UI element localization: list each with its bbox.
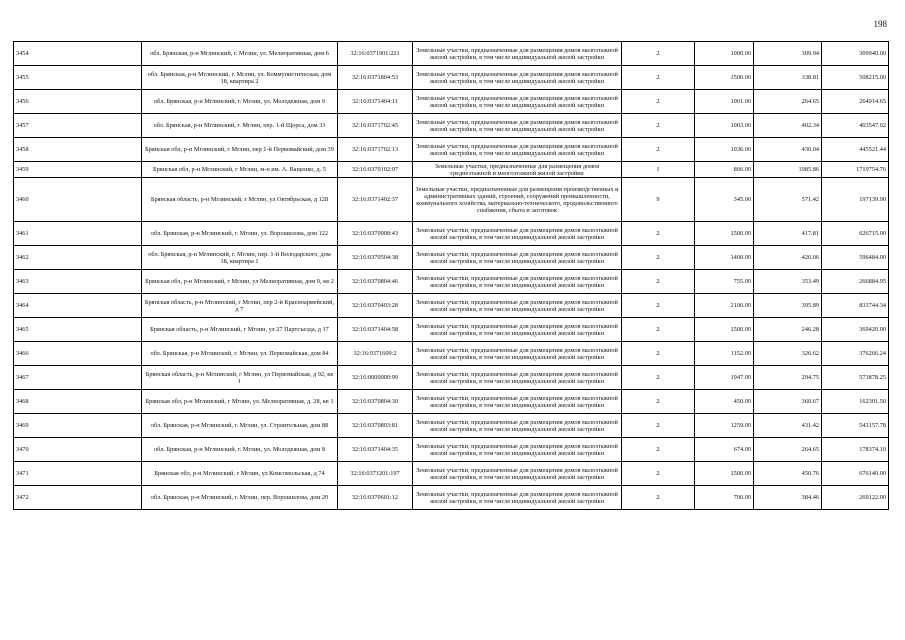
group-number-cell: 2 [622,222,695,246]
area-cell: 1500.00 [695,66,754,90]
group-number-cell: 2 [622,318,695,342]
cadastral-value-cell: 676140.00 [822,462,889,486]
address-cell: обл. Брянская, р-н Мглинский, г. Мглин, ул. Молодежная, дом 9 [142,90,338,114]
table-row [14,414,889,438]
cadastral-value-cell: 1719754.76 [822,162,889,178]
cadastral-value-cell: 596484.00 [822,246,889,270]
area-cell: 345.00 [695,178,754,222]
specific-value-cell: 294.75 [754,366,822,390]
land-category-cell: Земельные участки, предназначенные для размещения домов малоэтажной жилой застройки, в том числе индивидуальной жилой застройки [413,438,622,462]
group-number-cell: 2 [622,342,695,366]
land-category-cell: Земельные участки, предназначенные для размещения домов малоэтажной жилой застройки, в том числе индивидуальной жилой застройки [413,294,622,318]
address-cell: Брянская область, р-н Мглинский, г Мглин, ул Первомайская, д 92, кв 1 [142,366,338,390]
land-category-cell: Земельные участки, предназначенные для размещения домов малоэтажной жилой застройки, в том числе индивидуальной жилой застройки [413,390,622,414]
row-number-cell: 3466 [14,342,142,366]
area-cell: 700.00 [695,486,754,510]
specific-value-cell: 571.42 [754,178,822,222]
specific-value-cell: 246.28 [754,318,822,342]
group-number-cell: 2 [622,390,695,414]
land-category-cell: Земельные участки, предназначенные для размещения домов малоэтажной жилой застройки, в том числе индивидуальной жилой застройки [413,42,622,66]
address-cell: Брянская обл, р-н Мглинский, г Мглин, м-н им. А. Ващенко, д. 5 [142,162,338,178]
specific-value-cell: 309.94 [754,42,822,66]
table-body [14,42,889,510]
table-row [14,178,889,222]
table-row [14,66,889,90]
land-category-cell: Земельные участки, предназначенные для размещения домов малоэтажной жилой застройки, в том числе индивидуальной жилой застройки [413,222,622,246]
row-number-cell: 3454 [14,42,142,66]
row-number-cell: 3472 [14,486,142,510]
row-number-cell: 3467 [14,366,142,390]
land-category-cell: Земельные участки, предназначенные для размещения домов среднеэтажной и многоэтажной жилой застройки [413,162,622,178]
group-number-cell: 2 [622,90,695,114]
row-number-cell: 3461 [14,222,142,246]
cadastral-number-cell: 32:16:0371702:45 [338,114,413,138]
table-row [14,462,889,486]
table-row [14,438,889,462]
address-cell: Брянская обл, р-н Мглинский, г Мглин, ул Комсомольская, д 74 [142,462,338,486]
land-category-cell: Земельные участки, предназначенные для размещения домов малоэтажной жилой застройки, в том числе индивидуальной жилой застройки [413,366,622,390]
page-number: 198 [873,19,887,29]
group-number-cell: 2 [622,414,695,438]
cadastral-value-cell: 266884.95 [822,270,889,294]
address-cell: Брянская обл, р-н Мглинский, г Мглин, пер 1-й Первомайский, дом 39 [142,138,338,162]
specific-value-cell: 430.04 [754,138,822,162]
row-number-cell: 3457 [14,114,142,138]
group-number-cell: 2 [622,66,695,90]
group-number-cell: 2 [622,42,695,66]
address-cell: Брянская обл, р-н Мглинский, г Мглин, ул Мелиоративная, дом 9, кв 2 [142,270,338,294]
specific-value-cell: 402.34 [754,114,822,138]
land-category-cell: Земельные участки, предназначенные для размещения домов малоэтажной жилой застройки, в том числе индивидуальной жилой застройки [413,462,622,486]
cadastral-value-cell: 197139.90 [822,178,889,222]
table-row [14,486,889,510]
specific-value-cell: 384.46 [754,486,822,510]
address-cell: Брянская область, р-н Мглинский, г Мглин, ул 27 Партсъезда, д 17 [142,318,338,342]
table-row [14,318,889,342]
area-cell: 674.00 [695,438,754,462]
address-cell: обл. Брянская, р-н Мглинский, г. Мглин, пер. Ворошилова, дом 20 [142,486,338,510]
cadastral-value-cell: 369420.00 [822,318,889,342]
address-cell: Брянская обл, р-н Мглинский, г Мглин, ул. Мелиоративная, д. 28, кв 1 [142,390,338,414]
cadastral-number-cell: 32:16:0371702:13 [338,138,413,162]
cadastral-value-cell: 162301.50 [822,390,889,414]
land-category-cell: Земельные участки, предназначенные для размещения домов малоэтажной жилой застройки, в том числе индивидуальной жилой застройки [413,270,622,294]
group-number-cell: 2 [622,138,695,162]
cadastral-number-cell: 32:16:0371609:2 [338,342,413,366]
cadastral-number-cell: 32:16:0370804:46 [338,270,413,294]
row-number-cell: 3455 [14,66,142,90]
cadastral-number-cell: 32:16:0370804:30 [338,390,413,414]
land-category-cell: Земельные участки, предназначенные для размещения домов малоэтажной жилой застройки, в том числе индивидуальной жилой застройки [413,90,622,114]
cadastral-number-cell: 32:16:0370403:28 [338,294,413,318]
group-number-cell: 2 [622,246,695,270]
cadastral-number-cell: 32:16:0370803:81 [338,414,413,438]
group-number-cell: 1 [622,162,695,178]
cadastral-value-table [13,41,889,510]
cadastral-value-cell: 264914.65 [822,90,889,114]
row-number-cell: 3470 [14,438,142,462]
table-row [14,114,889,138]
specific-value-cell: 395.89 [754,294,822,318]
address-cell: обл. Брянская, р-н Мглинский, г. Мглин, ул. Коммунистическая, дом 18, квартира 2 [142,66,338,90]
table-row [14,162,889,178]
specific-value-cell: 326.62 [754,342,822,366]
row-number-cell: 3471 [14,462,142,486]
table-row [14,294,889,318]
cadastral-number-cell: 32:16:0371901:221 [338,42,413,66]
address-cell: обл. Брянская, р-н Мглинский, г. Мглин, ул. Молодежная, дом 8 [142,438,338,462]
row-number-cell: 3462 [14,246,142,270]
group-number-cell: 2 [622,462,695,486]
cadastral-value-cell: 543157.78 [822,414,889,438]
specific-value-cell: 431.42 [754,414,822,438]
table-row [14,246,889,270]
table-row [14,138,889,162]
specific-value-cell: 338.81 [754,66,822,90]
group-number-cell: 2 [622,270,695,294]
row-number-cell: 3456 [14,90,142,114]
group-number-cell: 2 [622,486,695,510]
specific-value-cell: 264.65 [754,90,822,114]
area-cell: 866.00 [695,162,754,178]
cadastral-value-cell: 445521.44 [822,138,889,162]
address-cell: обл. Брянская, р-н Мглинский, г. Мглин, ул. Строительная, дом 88 [142,414,338,438]
row-number-cell: 3458 [14,138,142,162]
group-number-cell: 2 [622,438,695,462]
cadastral-number-cell: 32:16:0370601:12 [338,486,413,510]
table-row [14,342,889,366]
row-number-cell: 3459 [14,162,142,178]
land-category-cell: Земельные участки, предназначенные для размещения домов малоэтажной жилой застройки, в том числе индивидуальной жилой застройки [413,342,622,366]
address-cell: обл. Брянская, р-н Мглинский, г. Мглин, пер. 1-й Володарского, дом 18, квартира 1 [142,246,338,270]
cadastral-number-cell: 32:16:0370908:43 [338,222,413,246]
area-cell: 1001.00 [695,90,754,114]
row-number-cell: 3468 [14,390,142,414]
cadastral-number-cell: 32:16:0371402:37 [338,178,413,222]
area-cell: 1500.00 [695,462,754,486]
group-number-cell: 9 [622,178,695,222]
row-number-cell: 3465 [14,318,142,342]
row-number-cell: 3463 [14,270,142,294]
cadastral-value-cell: 309940.00 [822,42,889,66]
specific-value-cell: 264.65 [754,438,822,462]
cadastral-number-cell: 32:16:0371404:35 [338,438,413,462]
cadastral-value-cell: 178374.10 [822,438,889,462]
cadastral-number-cell: 32:16:0370102:97 [338,162,413,178]
land-category-cell: Земельные участки, предназначенные для размещения домов малоэтажной жилой застройки, в том числе индивидуальной жилой застройки [413,138,622,162]
area-cell: 1036.00 [695,138,754,162]
specific-value-cell: 360.67 [754,390,822,414]
land-category-cell: Земельные участки, предназначенные для размещения домов малоэтажной жилой застройки, в том числе индивидуальной жилой застройки [413,114,622,138]
cadastral-value-cell: 833744.34 [822,294,889,318]
area-cell: 1947.00 [695,366,754,390]
address-cell: обл. Брянская, р-н Мглинский, г. Мглин, ул. Ворошилова, дом 122 [142,222,338,246]
table-row [14,222,889,246]
specific-value-cell: 1985.86 [754,162,822,178]
table-row [14,366,889,390]
table-row [14,390,889,414]
row-number-cell: 3460 [14,178,142,222]
land-category-cell: Земельные участки, предназначенные для размещения домов малоэтажной жилой застройки, в том числе индивидуальной жилой застройки [413,486,622,510]
specific-value-cell: 426.06 [754,246,822,270]
address-cell: Брянская область, р-н Мглинский, г Мглин, пер 2-й Красноармейский, д 7 [142,294,338,318]
specific-value-cell: 417.81 [754,222,822,246]
cadastral-value-cell: 403547.02 [822,114,889,138]
cadastral-value-cell: 376266.24 [822,342,889,366]
area-cell: 1500.00 [695,318,754,342]
cadastral-value-cell: 508215.00 [822,66,889,90]
cadastral-number-cell: 32:16:0371404:11 [338,90,413,114]
address-cell: обл. Брянская, р-н Мглинский, г. Мглин, ул. Первомайская, дом 84 [142,342,338,366]
land-category-cell: Земельные участки, предназначенные для размещения домов малоэтажной жилой застройки, в том числе индивидуальной жилой застройки [413,318,622,342]
area-cell: 1003.00 [695,114,754,138]
area-cell: 1400.00 [695,246,754,270]
row-number-cell: 3469 [14,414,142,438]
area-cell: 1152.00 [695,342,754,366]
cadastral-number-cell: 32:16:0371201:197 [338,462,413,486]
area-cell: 755.00 [695,270,754,294]
land-category-cell: Земельные участки, предназначенные для размещения домов малоэтажной жилой застройки, в том числе индивидуальной жилой застройки [413,414,622,438]
cadastral-number-cell: 32:16:0000000:99 [338,366,413,390]
address-cell: Брянская область, р-н Мглинский, г Мглин, ул Октябрьская, д 128 [142,178,338,222]
group-number-cell: 2 [622,294,695,318]
land-category-cell: Земельные участки, предназначенные для размещения домов малоэтажной жилой застройки, в том числе индивидуальной жилой застройки [413,246,622,270]
area-cell: 1000.00 [695,42,754,66]
area-cell: 1259.00 [695,414,754,438]
group-number-cell: 2 [622,366,695,390]
cadastral-number-cell: 32:16:0371804:53 [338,66,413,90]
specific-value-cell: 353.49 [754,270,822,294]
cadastral-number-cell: 32:16:0370504:38 [338,246,413,270]
land-category-cell: Земельные участки, предназначенные для размещения домов малоэтажной жилой застройки, в том числе индивидуальной жилой застройки [413,66,622,90]
table-row [14,42,889,66]
address-cell: обл. Брянская, р-н Мглинский, г. Мглин, пер. 1-й Щорса, дом 33 [142,114,338,138]
group-number-cell: 2 [622,114,695,138]
land-category-cell: Земельные участки, предназначенные для размещения производственных и административных зданий, строений, сооружений промышленности, коммунального хозяйства, материально-технического, продовольственного снабжения, сбыта и заготовок [413,178,622,222]
cadastral-value-cell: 573878.25 [822,366,889,390]
table-row [14,270,889,294]
cadastral-value-cell: 626715.00 [822,222,889,246]
table-row [14,90,889,114]
area-cell: 2106.00 [695,294,754,318]
specific-value-cell: 450.76 [754,462,822,486]
address-cell: обл. Брянская, р-н Мглинский, г. Мглин, ул. Мелиоративная, дом 6 [142,42,338,66]
cadastral-value-cell: 269122.00 [822,486,889,510]
row-number-cell: 3464 [14,294,142,318]
area-cell: 1500.00 [695,222,754,246]
area-cell: 450.00 [695,390,754,414]
cadastral-number-cell: 32:16:0371404:58 [338,318,413,342]
